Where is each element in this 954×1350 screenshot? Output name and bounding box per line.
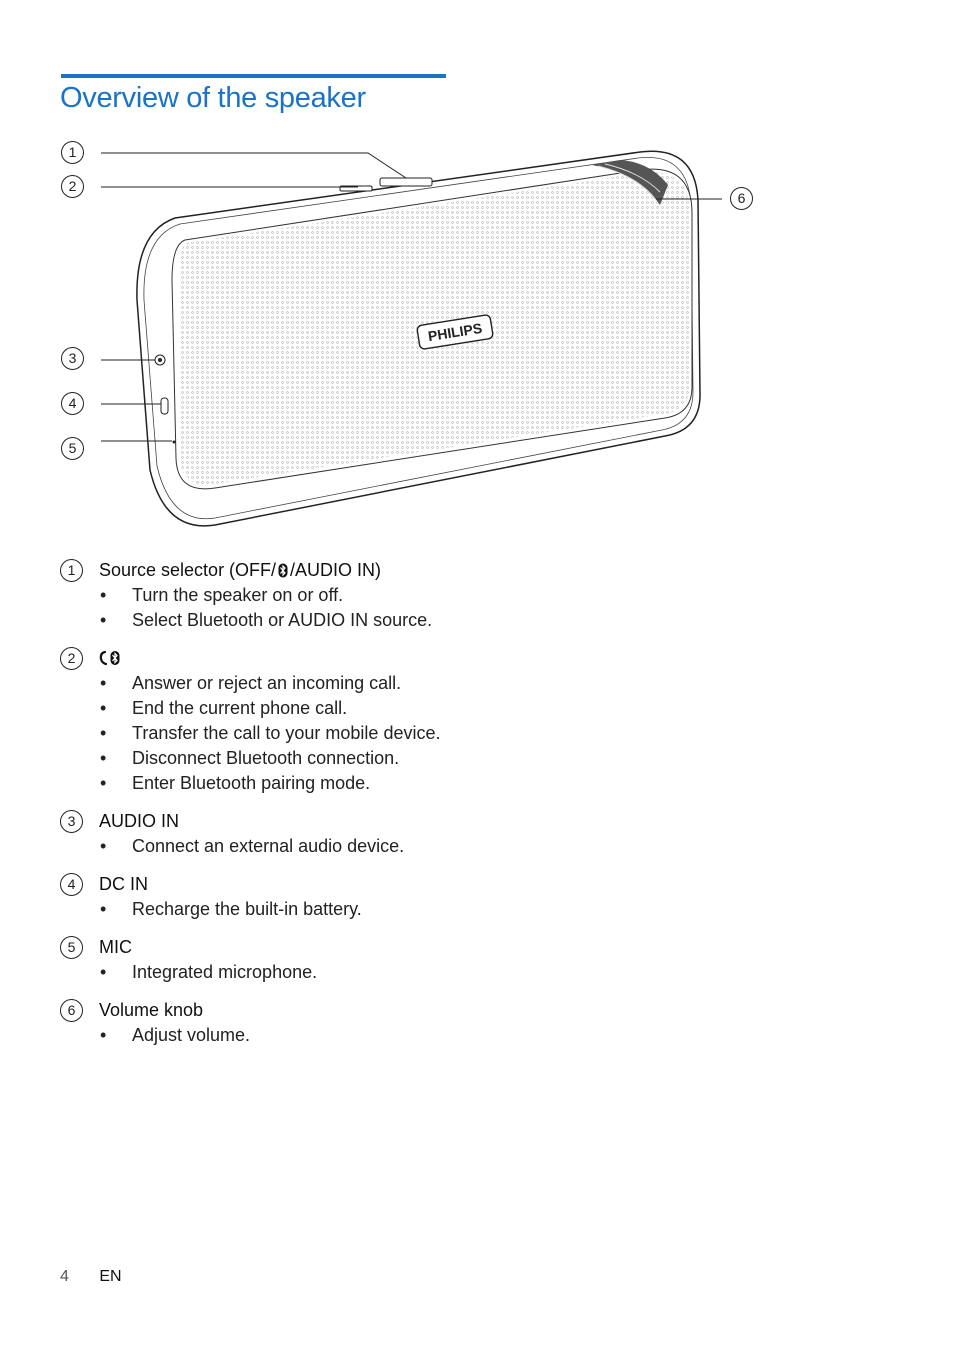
callout-3: 3 [61,347,84,370]
page-title: Overview of the speaker [60,82,366,114]
bullet: • Disconnect Bluetooth connection. [100,746,760,771]
page-footer [60,1268,122,1286]
item-title: Source selector (OFF/ /AUDIO IN) [99,559,382,580]
speaker-figure [0,120,954,540]
callout-line-1 [101,153,406,178]
page-number: 4 [60,1268,69,1285]
list-item [60,645,760,796]
list-item [60,808,760,859]
bullet: • Adjust volume. [100,1023,760,1048]
item-number: 2 [60,647,83,670]
bullet: • Recharge the built-in battery. [100,897,760,922]
svg-text:PHILIPS: PHILIPS [426,319,484,345]
item-number: 1 [60,559,83,582]
item-number: 3 [60,810,83,833]
bullet: • Integrated microphone. [100,960,760,985]
bullet: • Select Bluetooth or AUDIO IN source. [100,608,760,633]
bullet: • End the current phone call. [100,696,760,721]
item-number: 6 [60,999,83,1022]
bullet: • Enter Bluetooth pairing mode. [100,771,760,796]
item-number: 4 [60,873,83,896]
component-list [60,557,760,1060]
callout-2: 2 [61,175,84,198]
bullet: • Answer or reject an incoming call. [100,671,760,696]
list-item [60,871,760,922]
speaker-illustration [0,120,954,540]
bluetooth-icon [278,563,288,578]
item-number: 5 [60,936,83,959]
bullet: • Turn the speaker on or off. [100,583,760,608]
callout-5: 5 [61,437,84,460]
callout-4: 4 [61,392,84,415]
language-code: EN [99,1268,122,1285]
bullet: • Transfer the call to your mobile device. [100,721,760,746]
list-item [60,934,760,985]
phone-bluetooth-icon [99,650,121,666]
list-item [60,557,760,633]
title-rule [61,74,446,78]
list-item [60,997,760,1048]
item-title: DC IN [99,873,148,894]
callout-6: 6 [730,187,753,210]
item-title: MIC [99,936,132,957]
item-title: Volume knob [99,999,204,1020]
item-title: AUDIO IN [99,810,180,831]
bullet: • Connect an external audio device. [100,834,760,859]
item-title [99,650,121,666]
callout-1: 1 [61,141,84,164]
